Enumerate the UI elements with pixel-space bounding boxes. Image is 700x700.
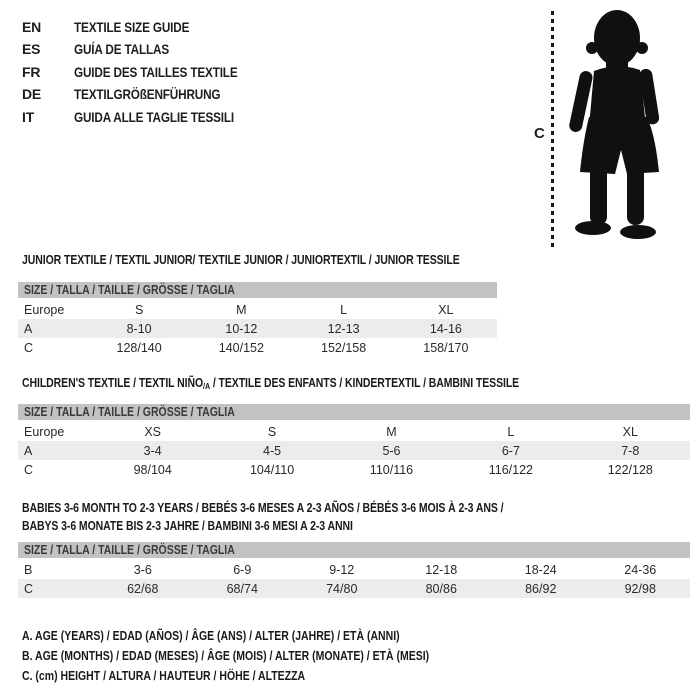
size-header-text: SIZE / TALLA / TAILLE / GRÖSSE / TAGLIA <box>24 543 235 557</box>
row-label: C <box>24 340 34 355</box>
size-cell: S <box>267 424 277 439</box>
row-label: Europe <box>24 302 65 317</box>
size-cell: 12-18 <box>425 562 458 577</box>
size-cell: XL <box>438 302 454 317</box>
size-cell: L <box>340 302 348 317</box>
title-post: / TEXTILE DES ENFANTS / KINDERTEXTIL / BAMBINI TESSILE <box>210 376 520 390</box>
size-cell: S <box>134 302 144 317</box>
row-label: Europe <box>24 424 65 439</box>
size-cell: 116/122 <box>488 462 533 477</box>
table-row-age <box>18 441 690 460</box>
measure-label-c: C <box>534 125 545 142</box>
section-title-line1: BABIES 3-6 MONTH TO 2-3 YEARS / BEBÉS 3-6 MESES A 2-3 AÑOS / BÉBÉS 3-6 MOIS À 2-3 ANS / <box>22 501 504 515</box>
size-cell: 8-10 <box>126 321 152 336</box>
size-cell: 3-6 <box>133 562 152 577</box>
size-cell: 62/68 <box>127 581 159 596</box>
language-title: TEXTILE SIZE GUIDE <box>74 19 190 35</box>
footnote-b: B. AGE (MONTHS) / EDAD (MESES) / ÂGE (MOIS) / ALTER (MONATE) / ETÀ (MESI) <box>22 649 430 663</box>
size-header-bar <box>18 282 497 298</box>
babies-size-table <box>18 542 690 598</box>
language-row-en <box>22 16 269 38</box>
table-row-europe <box>18 300 497 319</box>
babies-table <box>18 560 690 598</box>
title-subscript: /A <box>203 381 211 391</box>
toddler-silhouette-icon <box>565 5 695 245</box>
size-cell: 4-5 <box>263 443 282 458</box>
language-header <box>22 16 269 128</box>
size-cell: 128/140 <box>116 340 162 355</box>
size-header-text: SIZE / TALLA / TAILLE / GRÖSSE / TAGLIA <box>24 283 235 297</box>
size-cell: M <box>386 424 397 439</box>
size-cell: 104/110 <box>249 462 295 477</box>
size-cell: 158/170 <box>423 340 469 355</box>
size-cell: 9-12 <box>329 562 355 577</box>
language-row-fr <box>22 61 269 83</box>
size-cell: 10-12 <box>225 321 258 336</box>
table-row-age <box>18 319 497 338</box>
size-cell: 98/104 <box>133 462 172 477</box>
language-code: EN <box>22 19 42 35</box>
language-title: GUIDA ALLE TAGLIE TESSILI <box>74 108 235 125</box>
size-cell: 140/152 <box>218 340 264 355</box>
row-label: B <box>24 562 33 577</box>
size-cell: 152/158 <box>321 340 367 355</box>
row-label: A <box>24 321 33 336</box>
language-code: ES <box>22 41 41 58</box>
size-header-bar <box>18 542 690 558</box>
table-row-months <box>18 560 690 579</box>
size-cell: 6-7 <box>501 443 520 458</box>
section-title-line2: BABYS 3-6 MONATE BIS 2-3 JAHRE / BAMBINI 3-6 MESI A 2-3 ANNI <box>22 519 353 533</box>
row-label: C <box>24 462 34 477</box>
section-title-junior <box>22 253 543 267</box>
table-row-height <box>18 338 497 357</box>
size-cell: 6-9 <box>233 562 252 577</box>
language-code: IT <box>22 108 35 125</box>
language-row-es <box>22 38 269 60</box>
size-cell: XS <box>144 424 162 439</box>
size-cell: 5-6 <box>382 443 401 458</box>
size-cell: 110/116 <box>369 462 414 477</box>
size-cell: L <box>507 424 515 439</box>
size-cell: 14-16 <box>429 321 462 336</box>
size-cell: 122/128 <box>607 462 653 477</box>
size-cell: 74/80 <box>326 581 358 596</box>
section-title-babies <box>22 499 595 535</box>
footnotes <box>22 626 507 686</box>
language-title: TEXTILGRÖßENFÜHRUNG <box>74 86 221 103</box>
size-cell: 3-4 <box>143 443 162 458</box>
size-cell: 86/92 <box>525 581 557 596</box>
row-label: C <box>24 581 34 596</box>
footnote-a: A. AGE (YEARS) / EDAD (AÑOS) / ÂGE (ANS) / ALTER (JAHRE) / ETÀ (ANNI) <box>22 629 400 643</box>
language-code: FR <box>22 63 41 80</box>
section-title-text: JUNIOR TEXTILE / TEXTIL JUNIOR/ TEXTILE JUNIOR / JUNIORTEXTIL / JUNIOR TESSILE <box>22 253 460 267</box>
language-title: GUIDE DES TAILLES TEXTILE <box>74 63 238 80</box>
footnote-c: C. (cm) HEIGHT / ALTURA / HAUTEUR / HÖHE / ALTEZZA <box>22 669 306 683</box>
size-cell: 7-8 <box>621 443 640 458</box>
height-measure-dashed-line <box>551 11 554 247</box>
size-cell: 24-36 <box>624 562 657 577</box>
size-header-text: SIZE / TALLA / TAILLE / GRÖSSE / TAGLIA <box>24 405 235 419</box>
language-row-it <box>22 106 269 128</box>
children-table <box>18 422 690 479</box>
row-label: A <box>24 443 33 458</box>
table-row-height <box>18 460 690 479</box>
children-size-table <box>18 404 690 479</box>
section-title-children <box>22 376 614 391</box>
section-title-text <box>22 376 519 391</box>
size-cell: 68/74 <box>226 581 258 596</box>
title-pre: CHILDREN'S TEXTILE / TEXTIL NIÑO <box>22 376 204 390</box>
language-row-de <box>22 83 269 105</box>
size-header-bar <box>18 404 690 420</box>
size-cell: 92/98 <box>624 581 656 596</box>
size-cell: 80/86 <box>425 581 457 596</box>
language-title: GUÍA DE TALLAS <box>74 41 169 58</box>
table-row-europe <box>18 422 690 441</box>
size-cell: XL <box>622 424 638 439</box>
language-code: DE <box>22 86 42 103</box>
size-cell: 12-13 <box>327 321 360 336</box>
junior-size-table <box>18 282 497 357</box>
size-cell: M <box>236 302 247 317</box>
size-cell: 18-24 <box>524 562 557 577</box>
junior-table <box>18 300 497 357</box>
table-row-height <box>18 579 690 598</box>
